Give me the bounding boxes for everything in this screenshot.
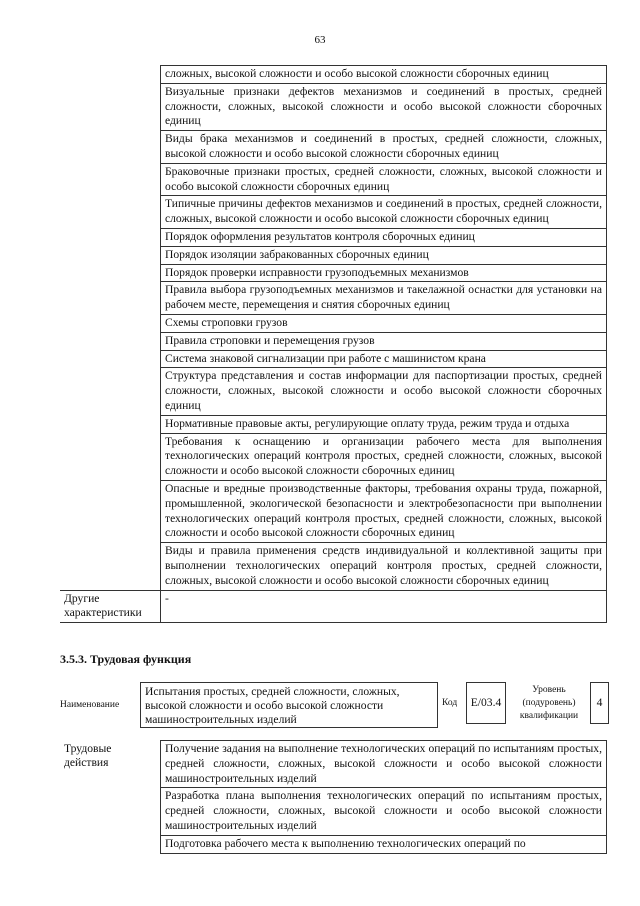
function-code-box: E/03.4 [466,682,506,724]
requirement-item: Порядок изоляции забракованных сборочных единиц [161,246,607,264]
requirement-item: Нормативные правовые акты, регулирующие оплату труда, режим труда и отдыха [161,415,607,433]
name-label: Наименование [60,700,120,710]
requirement-item: Виды брака механизмов и соединений в простых, средней сложности, сложных, высокой сложности и особо высокой сложности сборочных единиц [161,131,607,164]
requirement-item: Типичные причины дефектов механизмов и соединений в простых, средней сложности, сложных, высокой сложности и особо высокой сложности сборочных единиц [161,196,607,229]
other-characteristics-value: - [161,590,607,623]
other-characteristics-row [60,590,607,623]
requirement-item: Браковочные признаки простых, средней сложности, сложных, высокой сложности и особо высокой сложности сборочных единиц [161,163,607,196]
row-label-empty [60,66,161,591]
page-number: 63 [314,34,326,46]
qualification-level-box: 4 [590,682,609,724]
qualification-level-label: Уровень (подуровень) квалификации [519,685,579,721]
requirement-item: Система знаковой сигнализации при работе с машинистом крана [161,350,607,368]
labor-action-item: Разработка плана выполнения технологических операций по испытаниям простых, средней сложности, сложных, высокой сложности и особо высокой сложности машиностроительных изделий [161,788,607,835]
requirement-item: Опасные и вредные производственные факторы, требования охраны труда, пожарной, промышленной, экологической безопасности и электробезопасности при выполнении технологических операций контроля простых, средней сложности, сложных, высокой сложности и особо высокой сложности сборочных единиц [161,480,607,542]
function-name-box: Испытания простых, средней сложности, сложных, высокой сложности и особо высокой сложности машиностроительных изделий [140,682,438,728]
requirements-table [60,65,607,623]
requirement-item: Порядок оформления результатов контроля сборочных единиц [161,228,607,246]
requirement-item: Правила строповки и перемещения грузов [161,332,607,350]
section-title: 3.5.3. Трудовая функция [60,652,192,666]
requirement-item: Схемы строповки грузов [161,314,607,332]
requirement-item: Структура представления и состав информации для паспортизации простых, средней сложности, сложных, высокой сложности и особо высокой сложности сборочных единиц [161,368,607,415]
requirement-item: Правила выбора грузоподъемных механизмов и такелажной оснастки для установки на рабочем месте, перемещения и снятия сборочных единиц [161,282,607,315]
requirement-item: Визуальные признаки дефектов механизмов и соединений в простых, средней сложности, сложных, высокой сложности и особо высокой сложности сборочных единиц [161,83,607,130]
other-characteristics-label: Другие характеристики [60,590,161,623]
requirement-item: Порядок проверки исправности грузоподъемных механизмов [161,264,607,282]
requirement-item: Виды и правила применения средств индивидуальной и коллективной защиты при выполнении технологических операций контроля простых, средней сложности, сложных, высокой сложности и особо высокой сложности сборочных единиц [161,543,607,590]
code-label: Код [442,698,458,708]
requirement-item: Требования к оснащению и организации рабочего места для выполнения технологических операций контроля простых, средней сложности, сложных, высокой сложности и особо высокой сложности сборочных единиц [161,433,607,480]
labor-function-header [60,682,607,726]
labor-action-item: Получение задания на выполнение технологических операций по испытаниям простых, средней сложности, сложных, высокой сложности и особо высокой сложности машиностроительных изделий [161,741,607,788]
table-row [60,741,607,788]
labor-action-item: Подготовка рабочего места к выполнению технологических операций по [161,835,607,853]
requirement-item: сложных, высокой сложности и особо высокой сложности сборочных единиц [161,66,607,84]
table-row [60,66,607,84]
labor-actions-label: Трудовые действия [60,741,161,854]
labor-actions-table [60,740,607,854]
